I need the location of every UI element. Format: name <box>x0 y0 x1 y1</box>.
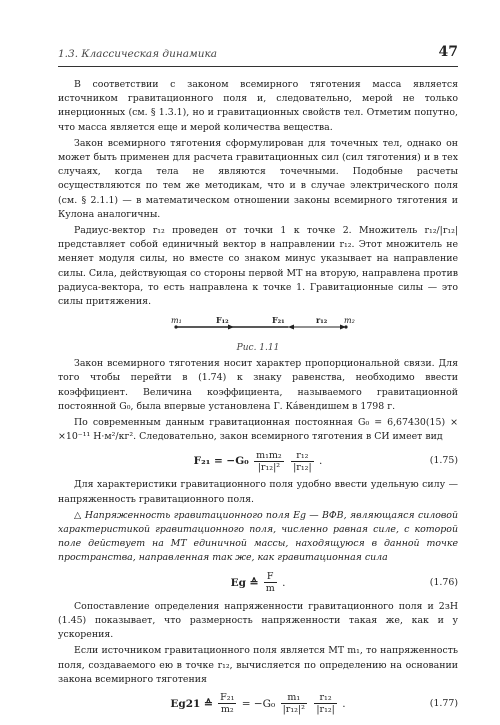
equation-1-75-body <box>194 447 323 475</box>
eq175-frac2-num: r₁₂ <box>291 450 314 462</box>
page-number: 47 <box>438 44 458 60</box>
label-f21: F₂₁ <box>272 315 285 326</box>
page-header <box>58 44 458 67</box>
equation-1-77 <box>58 690 458 722</box>
eq177-mid: = −G₀ <box>241 697 276 710</box>
eq177-frac1-den: m₂ <box>220 704 234 716</box>
eq175-frac-unit <box>291 450 314 473</box>
label-r12: r₁₂ <box>316 315 328 326</box>
label-f12: F₁₂ <box>216 315 229 326</box>
paragraph-point-source-field: Если источником гравитационного поля является МТ m₁, то напряженность поля, создаваемого ею в точке r₁₂, вычисляется по определению на основании закона всемирного тяготения <box>58 645 458 685</box>
eq176-frac-den: m <box>265 583 275 595</box>
paragraph-point-bodies: Закон всемирного тяготения сформулирован для точечных тел, однако он может быть применен для расчета гравитационных сил (сил тяготения) и в тех случаях, когда тела не являются точечными. Подобные расчеты осуществляются по тем же методикам, что и в случае электрического поля (см. § 2.1.1) — в математическом отношении законы всемирного тяготения и Кулона аналогичны. <box>58 137 458 220</box>
equation-number-1-76: (1.76) <box>429 576 458 588</box>
eq176-tail: . <box>282 576 286 589</box>
eq175-frac1-den: |r₁₂|² <box>257 461 281 473</box>
f21-arrowhead <box>288 325 294 330</box>
figure-caption: Рис. 1.11 <box>236 343 280 354</box>
eq177-frac3-num: r₁₂ <box>314 692 337 704</box>
eq176-frac-num: F <box>264 571 277 583</box>
paragraph-grav-constant: По современным данным гравитационная постоянная G₀ = 6,67430(15) × ×10⁻¹¹ Н·м²/кг². Следовательно, закон всемирного тяготения в СИ имеет вид <box>58 417 458 443</box>
m2-point <box>344 326 347 329</box>
eq175-frac-masses <box>254 450 284 473</box>
paragraph-proportional-law: Закон всемирного тяготения носит характер пропорциональной связи. Для того чтобы перейти в (1.74) к знаку равенства, необходимо ввести коэффициент. Величина коэффициента, называемого гравитационной постоянной G₀, была впервые установлена Г. Ка́вендишем в 1798 г. <box>58 358 458 412</box>
paragraph-mass-source: В соответствии с законом всемирного тяготения масса является источником гравитационного поля и, следовательно, мерой не только инерционных (см. § 1.3.1), но и гравитационных свойств тел. Отметим попутно, что масса является еще и мерой количества вещества. <box>58 79 458 133</box>
eq177-frac2-num: m₁ <box>281 692 307 704</box>
equation-1-76-body <box>231 569 286 597</box>
f12-arrowhead <box>228 325 234 330</box>
equation-1-77-body <box>170 690 345 718</box>
label-m2: m₂ <box>344 316 355 326</box>
eq177-frac1-num: F₂₁ <box>220 692 235 704</box>
page-body <box>58 78 458 725</box>
eq177-frac2-den: |r₁₂|² <box>282 704 305 716</box>
eq175-lhs: F₂₁ = −G₀ <box>193 455 249 468</box>
paragraph-field-strength-definition: △ Напряженность гравитационного поля Eg — ВФВ, являющаяся силовой характеристикой гравитационного поля, численно равная силе, с которой поле действует на МТ единичной массы, находящуюся в данной точке пространства, направленная так же, как гравитационная сила <box>58 509 458 564</box>
m1-point <box>174 326 177 329</box>
paragraph-dimension-comparison: Сопоставление определения напряженности гравитационного поля и 2зН (1.45) показывает, что размерность напряженности такая же, как и у ускорения. <box>58 600 458 641</box>
equation-1-76 <box>58 569 458 597</box>
figure-1-11 <box>58 313 458 357</box>
equation-1-75 <box>58 447 458 475</box>
eq175-frac2-den: |r₁₂| <box>293 461 312 473</box>
eq177-lhs: Eg21 ≙ <box>170 697 213 710</box>
force-diagram <box>58 313 458 341</box>
paragraph-radius-vector: Радиус-вектор r₁₂ проведен от точки 1 к точке 2. Множитель r₁₂/|r₁₂| представляет собой единичный вектор в направлении r₁₂. Этот множитель не меняет модуля силы, но вместе со знаком минус указывает на направление силы. Сила, действующая со стороны первой МТ на вторую, направлена против радиуса-вектора, то есть направлена к точке 1. Гравитационные силы — это силы притяжения. <box>58 225 458 308</box>
eq177-frac3-den: |r₁₂| <box>316 704 335 716</box>
eq175-frac1-num: m₁m₂ <box>256 449 282 461</box>
equation-number-1-77: (1.77) <box>429 697 458 709</box>
running-head: 1.3. Классическая динамика <box>58 48 218 60</box>
eq175-tail: . <box>319 455 323 468</box>
paragraph-specific-force: Для характеристики гравитационного поля удобно ввести удельную силу — напряженность гравитационного поля. <box>58 479 458 505</box>
label-m1: m₁ <box>171 316 182 326</box>
equation-number-1-75: (1.75) <box>429 455 458 467</box>
eq176-lhs: Eg ≙ <box>230 576 259 589</box>
eq177-tail: . <box>342 697 346 710</box>
eq176-frac <box>264 571 277 594</box>
